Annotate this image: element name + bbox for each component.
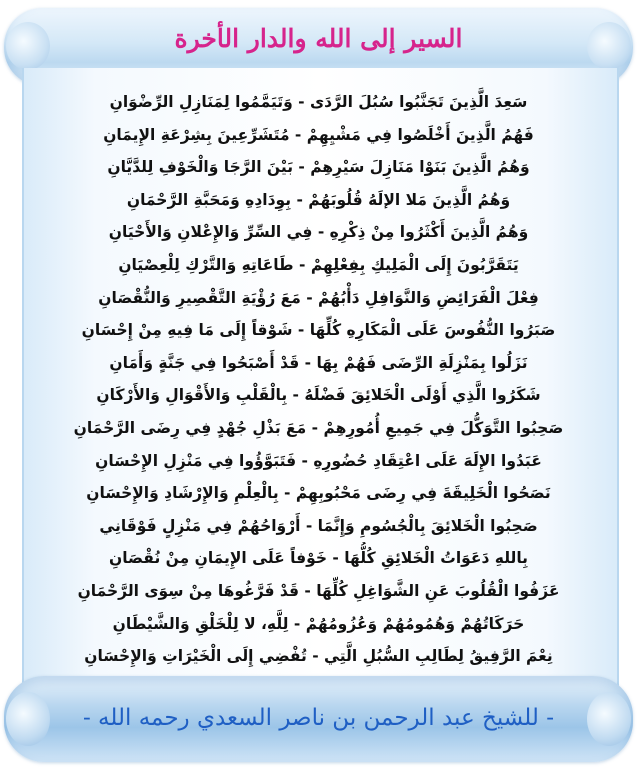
poem-verse: شَكَرُوا الَّذِي أَوْلَى الْخَلائِقَ فَضْلَهُ - بِالْقَلْبِ وَالأَقْوَالِ وَالأَرْكَانِ <box>96 386 541 405</box>
poem-verse: يَتَقَرَّبُونَ إِلَى الْمَلِيكِ بِفِعْلِهِمْ - طَاعَاتِهِ وَالتَّرْكِ لِلْعِصْيَانِ <box>118 255 519 274</box>
poem-verse: نَزَلُوا بِمَنْزِلَةِ الرِّضَى فَهُمْ بِهَا - قَدْ أَصْبَحُوا فِي جَنَّةٍ وَأَمَانِ <box>109 353 528 372</box>
poem-verse: وَهُمُ الَّذِينَ أَكْثَرُوا مِنْ ذِكْرِهِ - فِي السِّرِّ وَالإِعْلانِ وَالأَحْيَانِ <box>108 223 529 242</box>
poem-verse: نَصَحُوا الْخَلِيقَةَ فِي رِضَى مَحْبُوبِهِمْ - بِالْعِلْمِ وَالإِرْشَادِ وَالإِحْسَانِ <box>86 484 551 503</box>
poem-verse: نِعْمَ الرَّفِيقُ لِطَالِبِ السُّبُلِ الَّتِي - تُفْضِي إِلَى الْخَيْرَاتِ وَالإِحْسَانِ <box>84 647 553 666</box>
poem-verse: سَعِدَ الَّذِينَ تَجَنَّبُوا سُبُلَ الرَّدَى - وَتَيَمَّمُوا لِمَنَازِلِ الرِّضْوَانِ <box>109 93 528 111</box>
poem-verse: فَهُمُ الَّذِينَ أَخْلَصُوا فِي مَشْيِهِمْ - مُتَشَرِّعِينَ بِشِرْعَةِ الإِيمَانِ <box>103 125 534 144</box>
poem-verse: صَحِبُوا التَّوَكُّلَ فِي جَمِيعِ أُمُورِهِمْ - مَعَ بَذْلِ جُهْدٍ فِي رِضَى الرَّحْمَانِ <box>73 418 564 437</box>
poem-verse: وَهُمُ الَّذِينَ بَنَوْا مَنَازِلَ سَيْرِهِمْ - بَيْنَ الرَّجَا وَالْخَوْفِ لِلدَّيَّانِ <box>107 158 530 177</box>
poem-title: السير إلى الله والدار الأخرة <box>174 24 463 53</box>
poem-verse: فِعْلَ الْفَرَائِضِ وَالنَّوَافِلِ دَأْبُهُمْ - مَعَ رُؤْيَةِ التَّقْصِيرِ وَالنُّقْصَانِ <box>98 288 539 307</box>
poem-verse: صَحِبُوا الْخَلائِقَ بِالْجُسُومِ وَإِنَّمَا - أَرْوَاحُهُمْ فِي مَنْزِلٍ فَوْقَانِي <box>99 516 538 535</box>
poem-body <box>30 86 607 673</box>
poem-verse: عَزَفُوا الْقُلُوبَ عَنِ الشَّوَاغِلِ كُلِّهَا - قَدْ فَرَّغُوهَا مِنْ سِوَى الرَّحْمَانِ <box>77 581 560 600</box>
poem-verse: بِاللهِ دَعَوَاتُ الْخَلائِقِ كُلُّهَا - خَوْفاً عَلَى الإِيمَانِ مِنْ نُقْصَانِ <box>108 549 528 568</box>
poem-verse: وَهُمُ الَّذِينَ مَلا الإلَهُ قُلُوبَهُمْ - بِوِدَادِهِ وَمَحَبَّةِ الرَّحْمَانِ <box>126 190 511 209</box>
author-credit: - للشيخ عبد الرحمن بن ناصر السعدي رحمه الله - <box>82 705 555 731</box>
poem-verse: صَبَرُوا النُّفُوسَ عَلَى الْمَكَارِهِ كُلِّهَا - شَوْقاً إِلَى مَا فِيهِ مِنْ إِحْسَانِ <box>81 321 556 340</box>
poem-verse: عَبَدُوا الإِلَهَ عَلَى اعْتِقَادِ حُضُورِهِ - فَتَبَوَّؤُوا فِي مَنْزِلِ الإِحْسَانِ <box>95 451 542 470</box>
poem-verse: حَرَكَاتُهُمْ وَهُمُومُهُمْ وَعُزُومُهُمْ - لِلَّهِ، لا لِلْخَلْقِ وَالشَّيْطَانِ <box>112 614 525 633</box>
